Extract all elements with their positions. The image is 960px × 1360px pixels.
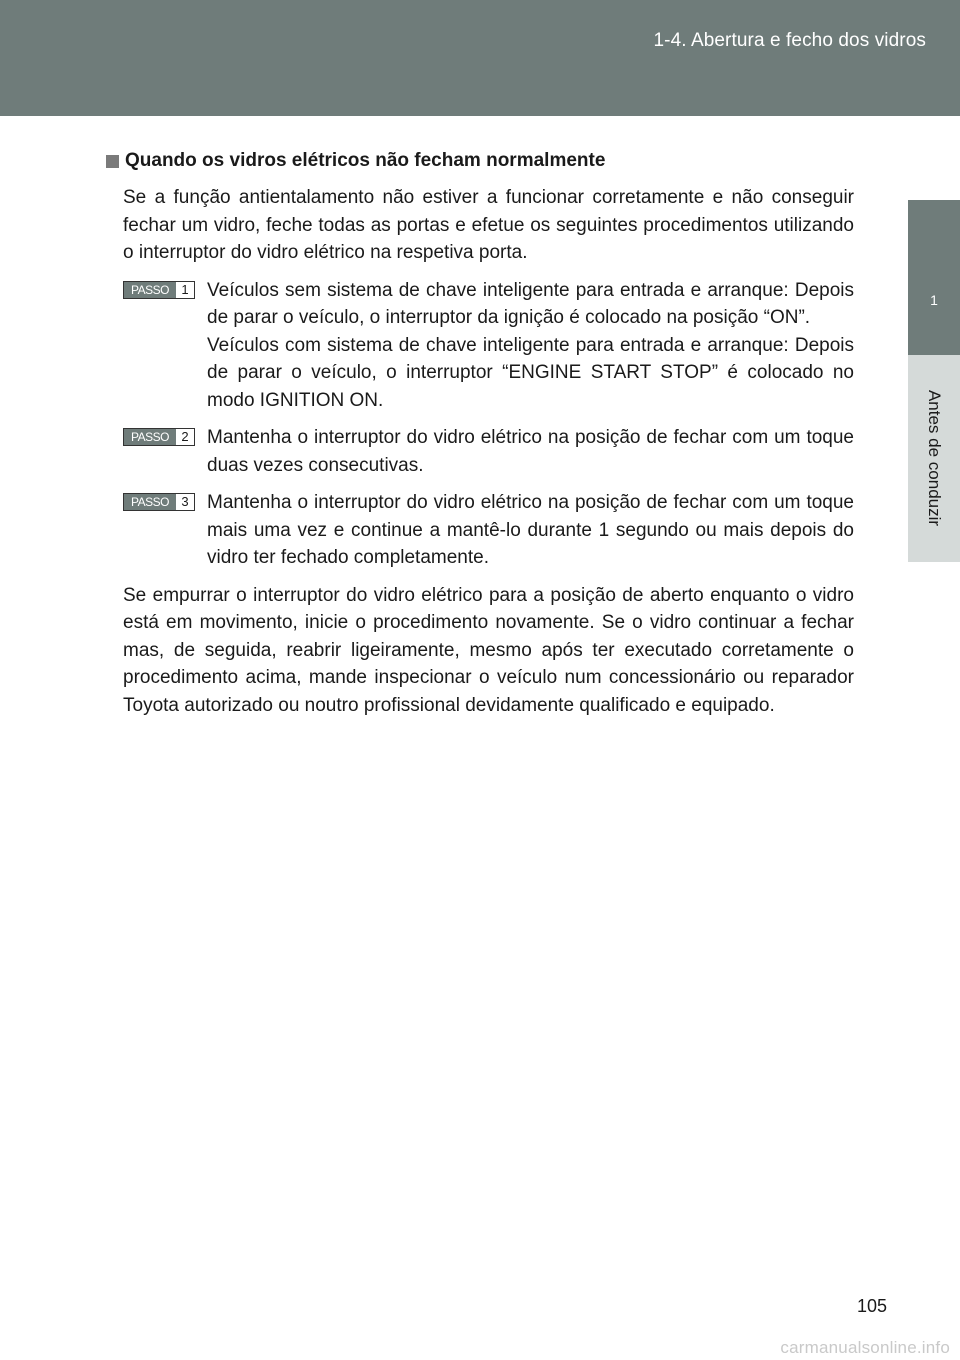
step-1 [106, 277, 854, 415]
step-text [207, 424, 854, 479]
step-badge-label: PASSO [124, 282, 176, 298]
step-badge [123, 428, 195, 446]
step-badge-number: 3 [176, 494, 194, 510]
step-badge-label: PASSO [124, 429, 176, 445]
step-text [207, 489, 854, 572]
step-badge-number: 2 [176, 429, 194, 445]
step-line: Veículos sem sistema de chave inteligente para entrada e arranque: Depois de parar o veículo, o interruptor da ignição é colocado na posição “ON”. [207, 279, 854, 328]
intro-paragraph: Se a função antientalamento não estiver a funcionar corretamente e não conseguir fechar um vidro, feche todas as portas e efetue os seguintes procedimentos utilizando o interruptor do vidro elétrico na respetiva porta. [123, 187, 854, 263]
watermark: carmanualsonline.info [780, 1338, 950, 1357]
step-3 [106, 489, 854, 572]
chapter-number: 1 [930, 292, 938, 308]
step-badge-label: PASSO [124, 494, 176, 510]
page-header [0, 0, 960, 116]
closing-paragraph: Se empurrar o interruptor do vidro elétrico para a posição de aberto enquanto o vidro está em movimento, inicie o procedimento novamente. Se o vidro continuar a fechar mas, de seguida, reabrir ligeiramente, mesmo após ter executado corretamente o procedimento acima, mande inspecionar o veículo num concessionário ou reparador Toyota autorizado ou noutro profissional devidamente qualificado e equipado. [123, 584, 854, 716]
step-badge [123, 281, 195, 299]
step-line: Mantenha o interruptor do vidro elétrico na posição de fechar com um toque duas vezes consecutivas. [207, 427, 854, 476]
step-badge-number: 1 [176, 282, 194, 298]
step-badge [123, 493, 195, 511]
step-2 [106, 424, 854, 479]
section-heading [106, 150, 854, 172]
step-line: Mantenha o interruptor do vidro elétrico na posição de fechar com um toque mais uma vez e continue a mantê-lo durante 1 segundo ou mais depois do vidro ter fechado completamente. [207, 492, 854, 568]
header-title: 1-4. Abertura e fecho dos vidros [653, 30, 926, 51]
square-bullet-icon [106, 155, 119, 168]
page-number: 105 [857, 1296, 888, 1316]
page-content [106, 150, 854, 719]
section-title: Quando os vidros elétricos não fecham normalmente [125, 150, 606, 171]
step-text [207, 277, 854, 415]
step-line: Veículos com sistema de chave inteligente para entrada e arranque: Depois de parar o veículo, o interruptor “ENGINE START STOP” é colocado no modo IGNITION ON. [207, 334, 854, 411]
chapter-label: Antes de conduzir [925, 389, 944, 527]
chapter-tab [908, 200, 960, 355]
